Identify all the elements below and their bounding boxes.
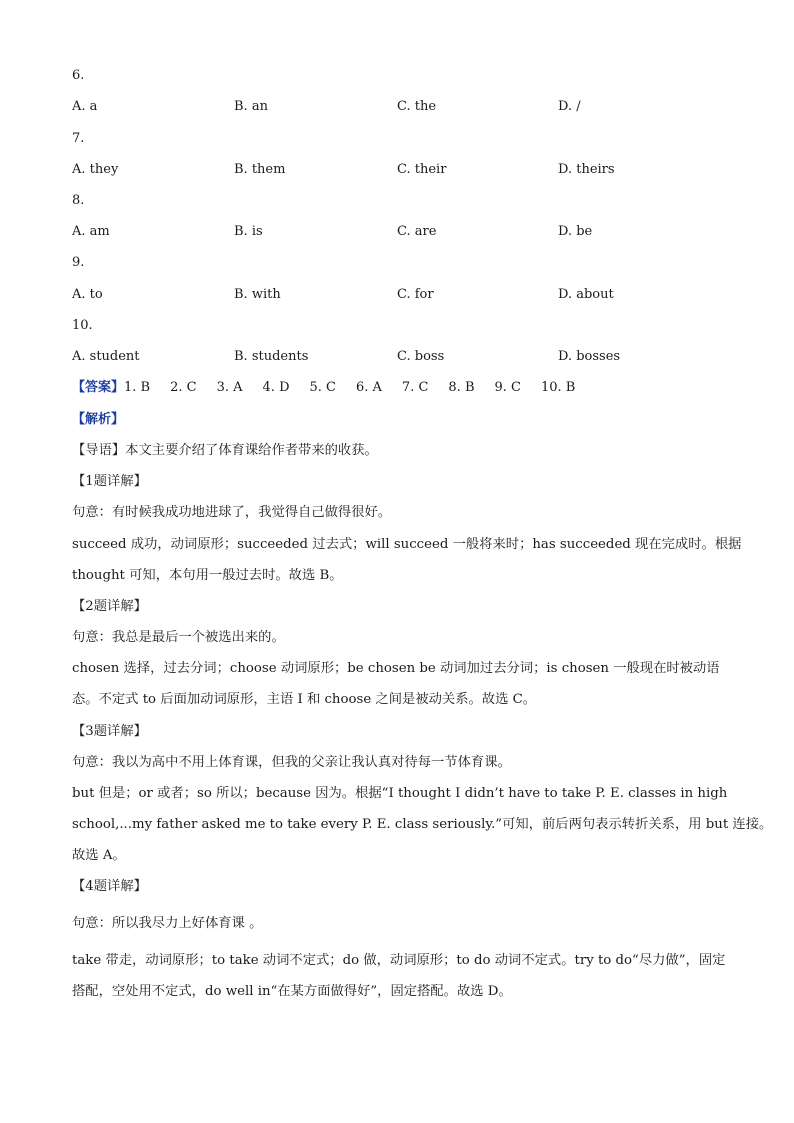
answer-key <box>72 379 595 397</box>
answer-item: 4. D <box>262 380 290 395</box>
option-a: A. student <box>72 349 140 364</box>
detail-line: 句意：所以我尽力上好体育课 。 <box>72 916 263 931</box>
question-options <box>72 223 712 241</box>
option-c: C. boss <box>397 349 445 364</box>
detail-line: 态。不定式 to 后面加动词原形，主语 I 和 choose 之间是被动关系。故选 C。 <box>72 692 537 707</box>
detail-line: 句意：有时候我成功地进球了，我觉得自己做得很好。 <box>72 505 392 520</box>
option-d: D. bosses <box>558 349 621 364</box>
option-d: D. about <box>558 287 614 302</box>
option-a: A. to <box>72 287 103 302</box>
detail-line: succeed 成功，动词原形；succeeded 过去式；will succeed 一般将来时；has succeeded 现在完成时。根据 <box>72 537 742 552</box>
question-number: 6. <box>72 68 85 83</box>
question-options <box>72 286 712 304</box>
question-options <box>72 348 712 366</box>
detail-line: 句意：我总是最后一个被选出来的。 <box>72 630 285 645</box>
option-b: B. them <box>234 162 286 177</box>
question-number: 9. <box>72 255 85 270</box>
detail-heading: 【2题详解】 <box>72 599 147 614</box>
detail-heading: 【1题详解】 <box>72 474 147 489</box>
detail-line: 句意：我以为高中不用上体育课，但我的父亲让我认真对待每一节体育课。 <box>72 755 511 770</box>
question-number: 8. <box>72 193 85 208</box>
question-options <box>72 98 712 116</box>
option-a: A. a <box>72 99 98 114</box>
option-c: C. are <box>397 224 437 239</box>
detail-line: thought 可知，本句用一般过去时。故选 B。 <box>72 568 343 583</box>
detail-heading: 【3题详解】 <box>72 724 147 739</box>
option-a: A. they <box>72 162 119 177</box>
option-b: B. students <box>234 349 309 364</box>
answer-item: 8. B <box>448 380 475 395</box>
answer-item: 5. C <box>309 380 336 395</box>
answer-item: 3. A <box>216 380 243 395</box>
answer-label: 【答案】 <box>72 380 125 395</box>
option-c: C. for <box>397 287 434 302</box>
answer-item: 6. A <box>355 380 382 395</box>
answer-item: 7. C <box>401 380 429 395</box>
intro-text: 【导语】本文主要介绍了体育课给作者带来的收获。 <box>72 443 378 458</box>
option-d: D. be <box>558 224 593 239</box>
detail-line: 搭配，空处用不定式，do well in“在某方面做得好”，固定搭配。故选 D。 <box>72 984 512 999</box>
detail-heading: 【4题详解】 <box>72 879 147 894</box>
detail-line: but 但是；or 或者；so 所以；because 因为。根据“I thought I didn’t have to take P. E. classes in high <box>72 786 728 801</box>
option-b: B. with <box>234 287 281 302</box>
option-c: C. the <box>397 99 437 114</box>
option-c: C. their <box>397 162 447 177</box>
detail-line: 故选 A。 <box>72 848 126 863</box>
analysis-label: 【解析】 <box>72 412 125 427</box>
detail-line: chosen 选择，过去分词；choose 动词原形；be chosen be 动词加过去分词；is chosen 一般现在时被动语 <box>72 661 720 676</box>
detail-line: take 带走，动词原形；to take 动词不定式；do 做，动词原形；to do 动词不定式。try to do“尽力做”，固定 <box>72 953 726 968</box>
question-options <box>72 161 712 179</box>
question-number: 10. <box>72 318 93 333</box>
option-d: D. theirs <box>558 162 615 177</box>
answer-item: 1. B <box>124 380 151 395</box>
option-d: D. / <box>558 99 581 114</box>
option-a: A. am <box>72 224 110 239</box>
option-b: B. an <box>234 99 268 114</box>
question-number: 7. <box>72 131 85 146</box>
answer-item: 2. C <box>170 380 197 395</box>
answer-item: 10. B <box>540 380 576 395</box>
answer-item: 9. C <box>494 380 521 395</box>
option-b: B. is <box>234 224 263 239</box>
detail-line: school,...my father asked me to take every P. E. class seriously.”可知，前后两句表示转折关系，用 but 连接。 <box>72 817 773 832</box>
